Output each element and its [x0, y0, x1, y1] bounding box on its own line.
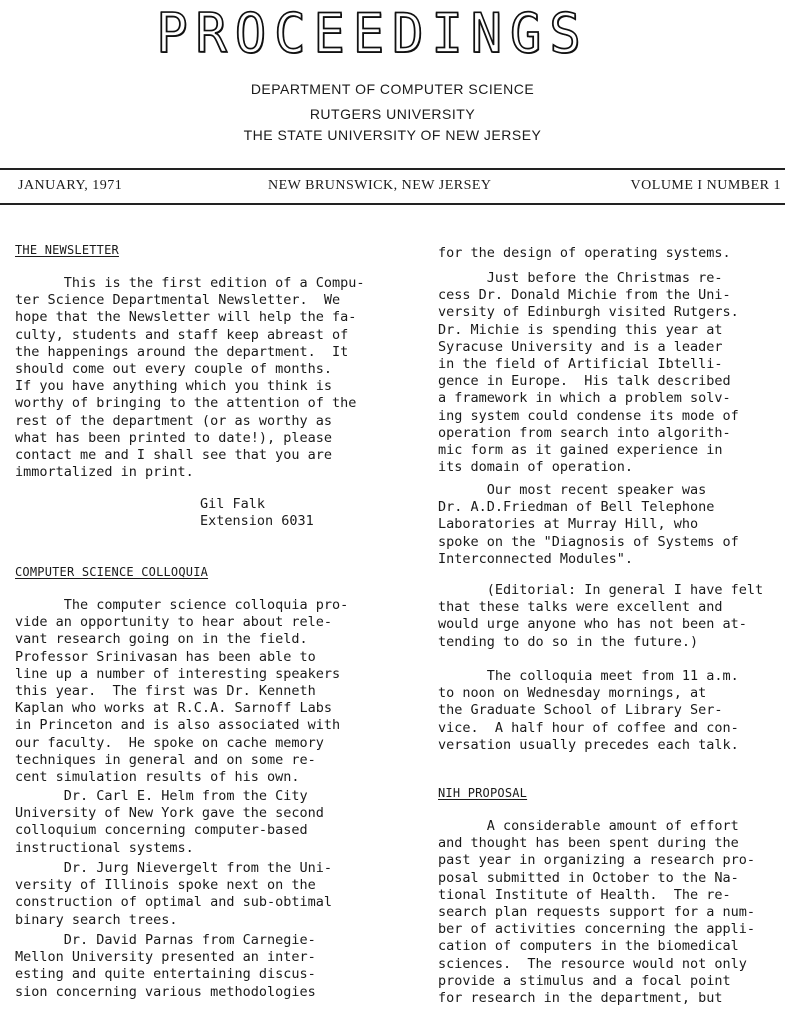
- editor-signature: Gil Falk Extension 6031: [200, 496, 314, 530]
- newsletter-paragraph: This is the first edition of a Compu- ter Science Departmental Newsletter. We hope that the Newsletter will help the fa- culty, students and staff keep abreast of the happenings around the department. It should come out every couple of months. If you have anything which you think is worthy of bringing to the attention of the rest of the department (or as worthy as what has been printed to date!), please contact me and I shall see that you are immortalized in print.: [15, 275, 365, 481]
- issue-place: NEW BRUNSWICK, NEW JERSEY: [268, 178, 492, 193]
- masthead-title-wrap: [0, 4, 785, 64]
- right-paragraph-2: Just before the Christmas re- cess Dr. Donald Michie from the Uni- versity of Edinburgh visited Rutgers. Dr. Michie is spending this year at Syracuse University and is a leader in the field of Artificial Ibtelli- gence in Europe. His talk described a framework in which a problem solv- ing system could condense its mode of operation from search into algorith- mic form as it gained experience in its domain of operation.: [438, 270, 739, 476]
- newsletter-heading: THE NEWSLETTER: [15, 243, 119, 257]
- department-line: DEPARTMENT OF COMPUTER SCIENCE: [250, 81, 535, 97]
- bottom-rule: [0, 203, 785, 205]
- issue-volume: VOLUME I NUMBER 1: [630, 178, 781, 193]
- colloquia-heading: COMPUTER SCIENCE COLLOQUIA: [15, 565, 209, 579]
- colloquia-paragraph-2: Dr. Carl E. Helm from the City University of New York gave the second colloquium concerning computer-based instructional systems.: [15, 788, 324, 856]
- masthead-title: PROCEEDINGS: [156, 2, 589, 66]
- issue-date: JANUARY, 1971: [18, 178, 123, 193]
- nih-paragraph: A considerable amount of effort and thought has been spent during the past year in organizing a research pro- posal submitted in October to the Na- tional Institute of Health. The re- search plan requests support for a num- ber of activities concerning the appli- cation of computers in the biomedical sciences. The resource would not only provide a stimulus and a focal point for research in the department, but: [438, 818, 755, 1007]
- state-university-line: THE STATE UNIVERSITY OF NEW JERSEY: [243, 127, 542, 143]
- colloquia-paragraph-1: The computer science colloquia pro- vide an opportunity to hear about rele- vant research going on in the field. Professor Srinivasan has been able to line up a number of interesting speakers this year. The first was Dr. Kenneth Kaplan who works at R.C.A. Sarnoff Labs in Princeton and is also associated with our faculty. He spoke on cache memory techniques in general and on some re- cent simulation results of his own.: [15, 597, 349, 786]
- editorial-paragraph: (Editorial: In general I have felt that these talks were excellent and would urge anyone who has not been at- tending to do so in the future.): [438, 582, 764, 650]
- colloquia-paragraph-4: Dr. David Parnas from Carnegie- Mellon University presented an inter- esting and quite entertaining discus- sion concerning various methodologies: [15, 932, 316, 1000]
- right-paragraph-1: for the design of operating systems.: [438, 245, 731, 261]
- right-paragraph-4: The colloquia meet from 11 a.m. to noon on Wednesday mornings, at the Graduate School of Library Ser- vice. A half hour of coffee and con- versation usually precedes each talk.: [438, 668, 739, 753]
- nih-heading: NIH PROPOSAL: [438, 786, 528, 800]
- colloquia-paragraph-3: Dr. Jurg Nievergelt from the Uni- versity of Illinois spoke next on the construction of optimal and sub-obtimal binary search trees.: [15, 860, 332, 928]
- right-paragraph-3: Our most recent speaker was Dr. A.D.Friedman of Bell Telephone Laboratories at Murray Hill, who spoke on the "Diagnosis of Systems of Interconnected Modules".: [438, 482, 739, 567]
- university-line: RUTGERS UNIVERSITY: [309, 106, 476, 122]
- top-rule: [0, 168, 785, 170]
